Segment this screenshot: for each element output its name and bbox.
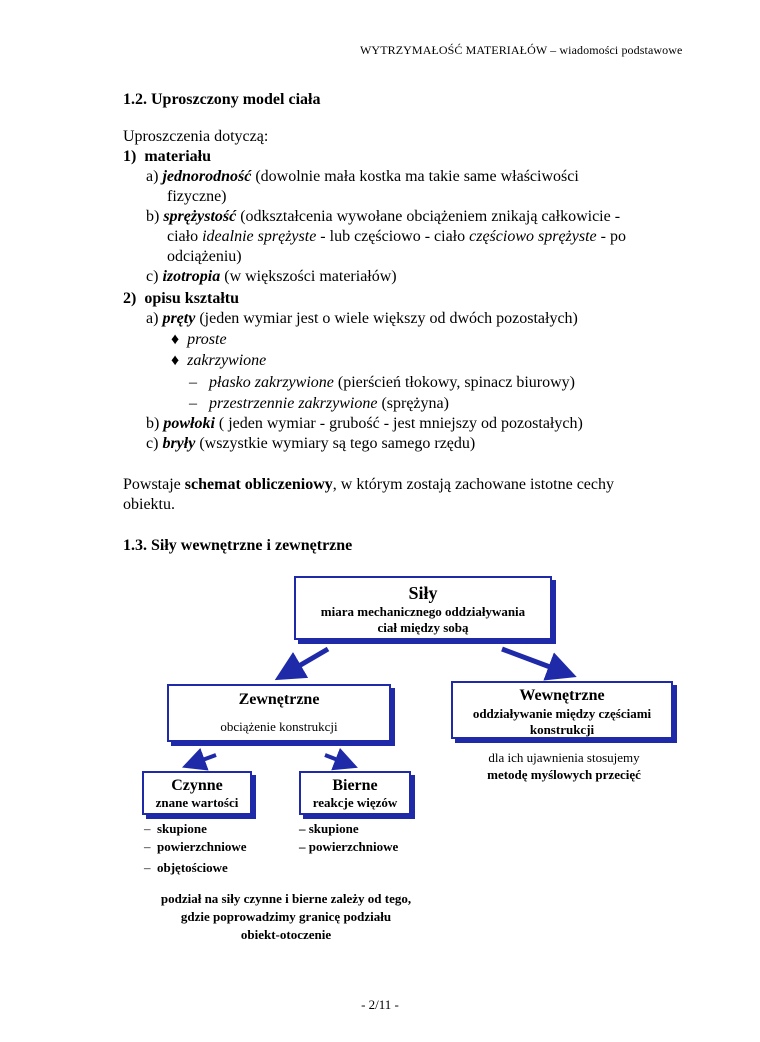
box-external	[167, 684, 391, 742]
item-1c-text: (w większości materiałów)	[220, 268, 397, 285]
section-1-2-title: 1.2. Uproszczony model ciała	[123, 91, 321, 108]
dash-icon: –	[189, 395, 197, 412]
letter-b2: b)	[146, 415, 160, 432]
active-list-item	[144, 820, 207, 837]
box-forces-title: Siły	[408, 583, 438, 603]
schema-bold: schemat obliczeniowy	[184, 476, 333, 493]
passive-list-item: – skupione	[299, 821, 359, 836]
b1-l2a: ciało	[167, 228, 203, 245]
dash-icon: –	[144, 821, 151, 836]
item-1a-cont: fizyczne)	[167, 188, 227, 205]
item-1b-line3: odciążeniu)	[167, 248, 242, 265]
dash2-term: przestrzennie zakrzywione	[209, 395, 378, 412]
box-forces-line2: ciał między sobą	[377, 620, 469, 635]
dash-icon: –	[189, 374, 197, 391]
dash1-term: płasko zakrzywione	[209, 374, 334, 391]
item-2-number: 2)	[123, 290, 137, 307]
box-forces	[294, 576, 552, 640]
item-1b-text: (odkształcenia wywołane obciążeniem znikają całkowicie -	[236, 208, 621, 225]
dash-icon: –	[144, 839, 151, 854]
item-2c-text: (wszystkie wymiary są tego samego rzędu)	[195, 435, 476, 452]
box-passive	[299, 771, 411, 815]
footnote-line: podział na siły czynne i bierne zależy od tego,	[160, 891, 412, 906]
item-2b-text: ( jeden wymiar - grubość - jest mniejszy od pozostałych)	[214, 415, 583, 432]
box-internal	[451, 681, 673, 739]
letter-a: a)	[146, 168, 159, 185]
diamond-bullet-icon: ♦	[171, 331, 180, 348]
diamond-bullet-icon: ♦	[171, 352, 180, 369]
internal-note-1: dla ich ujawnienia stosujemy	[488, 750, 640, 765]
active-item-text: skupione	[157, 821, 207, 836]
bullet-proste-text: proste	[187, 331, 227, 348]
b1-l2d: częściowo sprężyste	[469, 228, 597, 245]
running-header: WYTRZYMAŁOŚĆ MATERIAŁÓW – wiadomości podstawowe	[360, 43, 683, 57]
b1-l2e: - po	[596, 228, 626, 245]
letter-a2: a)	[146, 310, 159, 327]
box-passive-sub: reakcje więzów	[312, 795, 398, 810]
section-1-3-title: 1.3. Siły wewnętrzne i zewnętrzne	[123, 537, 353, 554]
letter-c2: c)	[146, 435, 159, 452]
bullet-zakrzywione-text: zakrzywione	[187, 352, 267, 369]
term-jednorodnosc: jednorodność	[162, 168, 252, 185]
item-2a-text: (jeden wymiar jest o wiele większy od dwóch pozostałych)	[195, 310, 578, 327]
box-active	[142, 771, 252, 815]
arrow-to-active	[197, 755, 216, 762]
dash1-text: (pierścień tłokowy, spinacz biurowy)	[333, 374, 575, 391]
active-item-text: powierzchniowe	[157, 839, 247, 854]
term-powloki: powłoki	[163, 415, 215, 432]
dash2-text: (sprężyna)	[377, 395, 449, 412]
active-list-item	[144, 838, 247, 855]
passive-list-item: – powierzchniowe	[299, 839, 399, 854]
box-forces-line1: miara mechanicznego oddziaływania	[320, 604, 526, 619]
schema-text-2: , w którym zostają zachowane istotne cechy	[332, 476, 614, 493]
schema-paragraph-cont: obiektu.	[123, 496, 175, 513]
arrow-to-external	[292, 649, 328, 670]
term-bryly: bryły	[162, 435, 196, 452]
item-2-label: opisu kształtu	[144, 290, 240, 307]
arrow-to-passive	[325, 755, 343, 762]
box-external-sub: obciążenie konstrukcji	[220, 719, 338, 734]
box-internal-sub1: oddziaływanie między częściami	[472, 706, 652, 721]
term-sprezystosc: sprężystość	[163, 208, 237, 225]
dash-icon: –	[144, 860, 151, 875]
term-prety: pręty	[162, 310, 196, 327]
footnote-line: obiekt-otoczenie	[240, 927, 332, 942]
internal-note-2: metodę myślowych przecięć	[487, 767, 641, 782]
b1-l2c: - lub częściowo - ciało	[316, 228, 470, 245]
item-1a-text: (dowolnie mała kostka ma takie same właściwości	[251, 168, 579, 185]
active-item-text: objętościowe	[157, 860, 228, 875]
active-list-item	[144, 859, 228, 876]
box-active-sub: znane wartości	[155, 795, 239, 810]
arrow-to-internal	[502, 649, 558, 670]
schema-text-1: Powstaje	[123, 476, 185, 493]
item-1-label: materiału	[144, 148, 211, 165]
item-1-number: 1)	[123, 148, 137, 165]
footnote-line: gdzie poprowadzimy granicę podziału	[180, 909, 392, 924]
term-izotropia: izotropia	[162, 268, 221, 285]
box-active-title: Czynne	[171, 777, 223, 794]
page-number: - 2/11 -	[361, 997, 399, 1012]
box-passive-title: Bierne	[332, 777, 378, 794]
letter-c: c)	[146, 268, 159, 285]
box-internal-sub2: konstrukcji	[529, 722, 595, 737]
letter-b: b)	[146, 208, 160, 225]
intro-text: Uproszczenia dotyczą:	[123, 128, 269, 145]
box-internal-title: Wewnętrzne	[519, 687, 605, 704]
box-external-title: Zewnętrzne	[238, 691, 320, 708]
b1-l2b: idealnie sprężyste	[202, 228, 317, 245]
